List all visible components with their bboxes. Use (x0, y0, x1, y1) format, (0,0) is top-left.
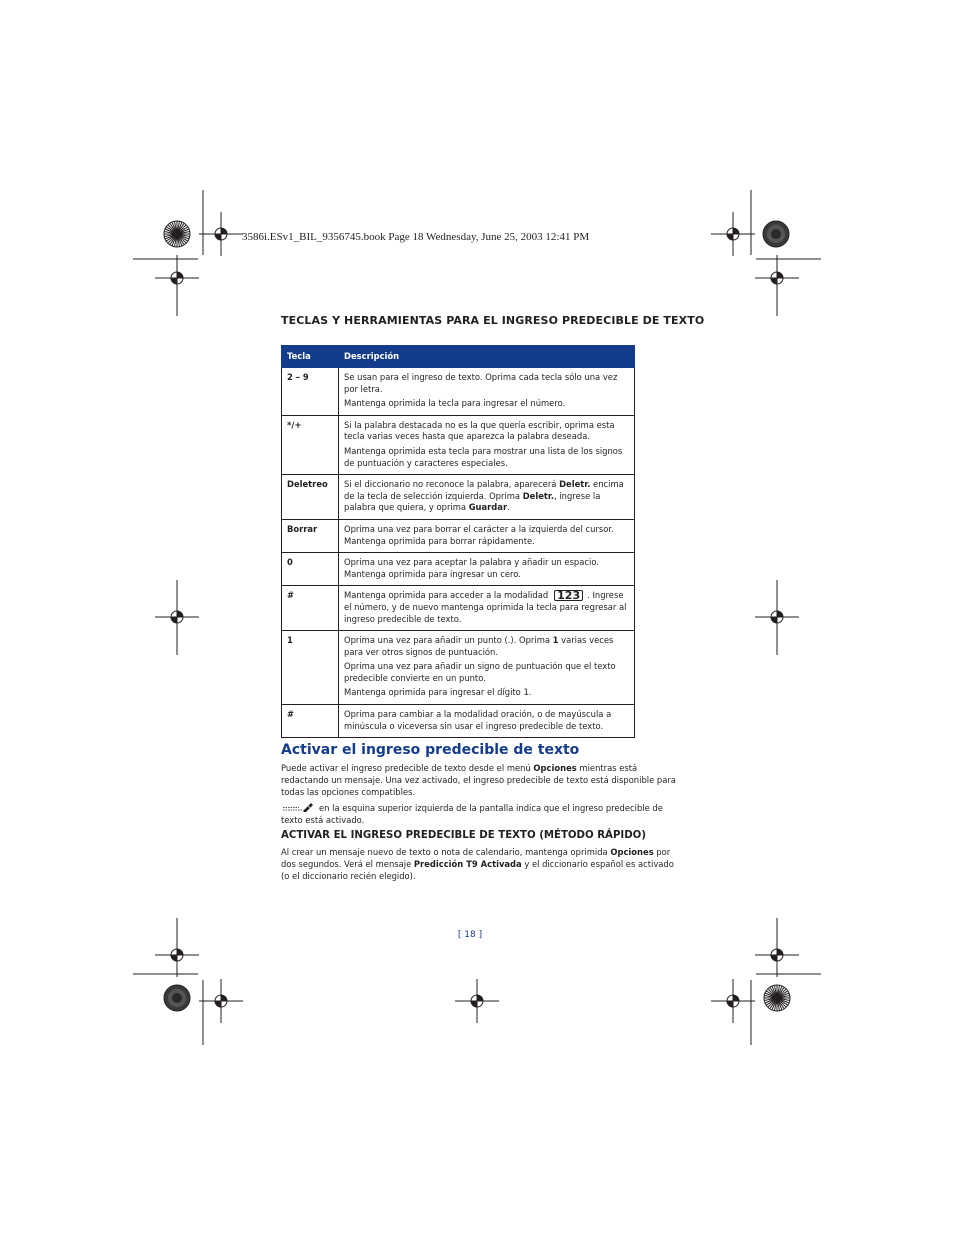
subheading: Activar el ingreso predecible de texto (281, 742, 580, 758)
table-row (282, 368, 635, 416)
description-cell (339, 705, 635, 738)
paragraph-indicator (281, 802, 681, 826)
text-run-bold: Guardar (468, 502, 508, 513)
table-header-row (282, 346, 635, 368)
keys-table (281, 345, 635, 738)
description-cell (339, 586, 635, 631)
key-cell: 1 (282, 631, 339, 705)
quick-method-heading: ACTIVAR EL INGRESO PREDECIBLE DE TEXTO (MÉTODO RÁPIDO) (281, 830, 646, 841)
column-header-key: Tecla (282, 346, 339, 368)
table-row (282, 586, 635, 631)
text-run: encima de la tecla de selección izquierda. Oprima (344, 479, 624, 501)
text-run: , ingrese la palabra que quiera, y oprima (344, 490, 601, 513)
key-cell: # (282, 586, 339, 631)
description-text: Oprima para cambiar a la modalidad oración, o de mayúscula a minúscula o viceversa sin usar el ingreso predecible de texto. (344, 709, 612, 731)
text-run-bold: Predicción T9 Activada (413, 859, 522, 869)
table-row (282, 415, 635, 474)
paragraph-activate (281, 762, 681, 798)
text-run-bold: Opciones (610, 847, 654, 857)
table-row (282, 631, 635, 705)
column-header-description: Descripción (339, 346, 635, 368)
table-row (282, 475, 635, 520)
key-cell: 0 (282, 553, 339, 586)
predictive-text-icon (281, 802, 315, 812)
key-cell: */+ (282, 415, 339, 474)
table-row (282, 519, 635, 552)
description-text: Si la palabra destacada no es la que quería escribir, oprima esta tecla varias veces hasta que aparezca la palabra deseada. (344, 419, 615, 442)
key-cell: 2 – 9 (282, 368, 339, 416)
text-run: mientras está redactando un mensaje. Una vez activado, el ingreso predecible de texto está disponible para todas las opciones compatibles. (281, 763, 676, 797)
paragraph-quick (281, 846, 681, 882)
key-cell: Borrar (282, 519, 339, 552)
text-run: en la esquina superior izquierda de la pantalla indica que el ingreso predecible de texto está activado. (281, 803, 663, 825)
description-text: Mantenga oprimida la tecla para ingresar el número. (344, 398, 566, 409)
description-text: Oprima una vez para aceptar la palabra y añadir un espacio. Mantenga oprimida para ingresar un cero. (344, 557, 599, 579)
text-run: Oprima una vez para añadir un punto (.). Oprima (344, 635, 553, 646)
print-header: 3586i.ESv1_BIL_9356745.book Page 18 Wednesday, June 25, 2003 12:41 PM (242, 231, 590, 243)
description-text: Mantenga oprimida para ingresar el dígito 1. (344, 687, 532, 698)
key-cell: Deletreo (282, 475, 339, 520)
text-run-bold: Deletr. (559, 479, 591, 490)
table-row (282, 705, 635, 738)
description-cell (339, 631, 635, 705)
text-run: Al crear un mensaje nuevo de texto o nota de calendario, mantenga oprimida (281, 847, 611, 857)
description-text (344, 635, 629, 658)
text-run: por dos segundos. Verá el mensaje (281, 847, 671, 869)
description-cell (339, 519, 635, 552)
text-run: Si el diccionario no reconoce la palabra, aparecerá (344, 479, 560, 490)
text-run: varias veces para ver otros signos de puntuación. (344, 635, 614, 657)
text-run-bold: Opciones (533, 763, 577, 773)
number-mode-icon: 123 (554, 590, 583, 601)
text-run-bold: 1 (552, 635, 559, 646)
page-number: [ 18 ] (457, 930, 483, 940)
description-text (344, 590, 629, 625)
description-cell (339, 368, 635, 416)
text-run: . Ingrese el número, y de nuevo mantenga oprimida la tecla para regresar al ingreso predecible de texto. (344, 590, 627, 624)
key-cell: # (282, 705, 339, 738)
text-run: y el diccionario español es activado (o el diccionario recién elegido). (281, 859, 674, 881)
table-row (282, 553, 635, 586)
description-cell (339, 415, 635, 474)
description-cell (339, 553, 635, 586)
description-text: Se usan para el ingreso de texto. Oprima cada tecla sólo una vez por letra. (344, 372, 618, 394)
description-text: Mantenga oprimida esta tecla para mostrar una lista de los signos de puntuación y caracteres especiales. (344, 445, 623, 468)
text-run: Mantenga oprimida para acceder a la modalidad (344, 590, 549, 601)
text-run: Puede activar el ingreso predecible de texto desde el menú (281, 763, 534, 773)
text-run: . (507, 502, 510, 513)
section-title: TECLAS Y HERRAMIENTAS PARA EL INGRESO PREDECIBLE DE TEXTO (281, 314, 705, 327)
description-text (344, 479, 629, 514)
description-text: Oprima una vez para añadir un signo de puntuación que el texto predecible convierte en un punto. (344, 661, 616, 683)
description-cell (339, 475, 635, 520)
text-run-bold: Deletr. (522, 490, 555, 501)
description-text: Oprima una vez para borrar el carácter a la izquierda del cursor. Mantenga oprimida para borrar rápidamente. (344, 523, 614, 546)
